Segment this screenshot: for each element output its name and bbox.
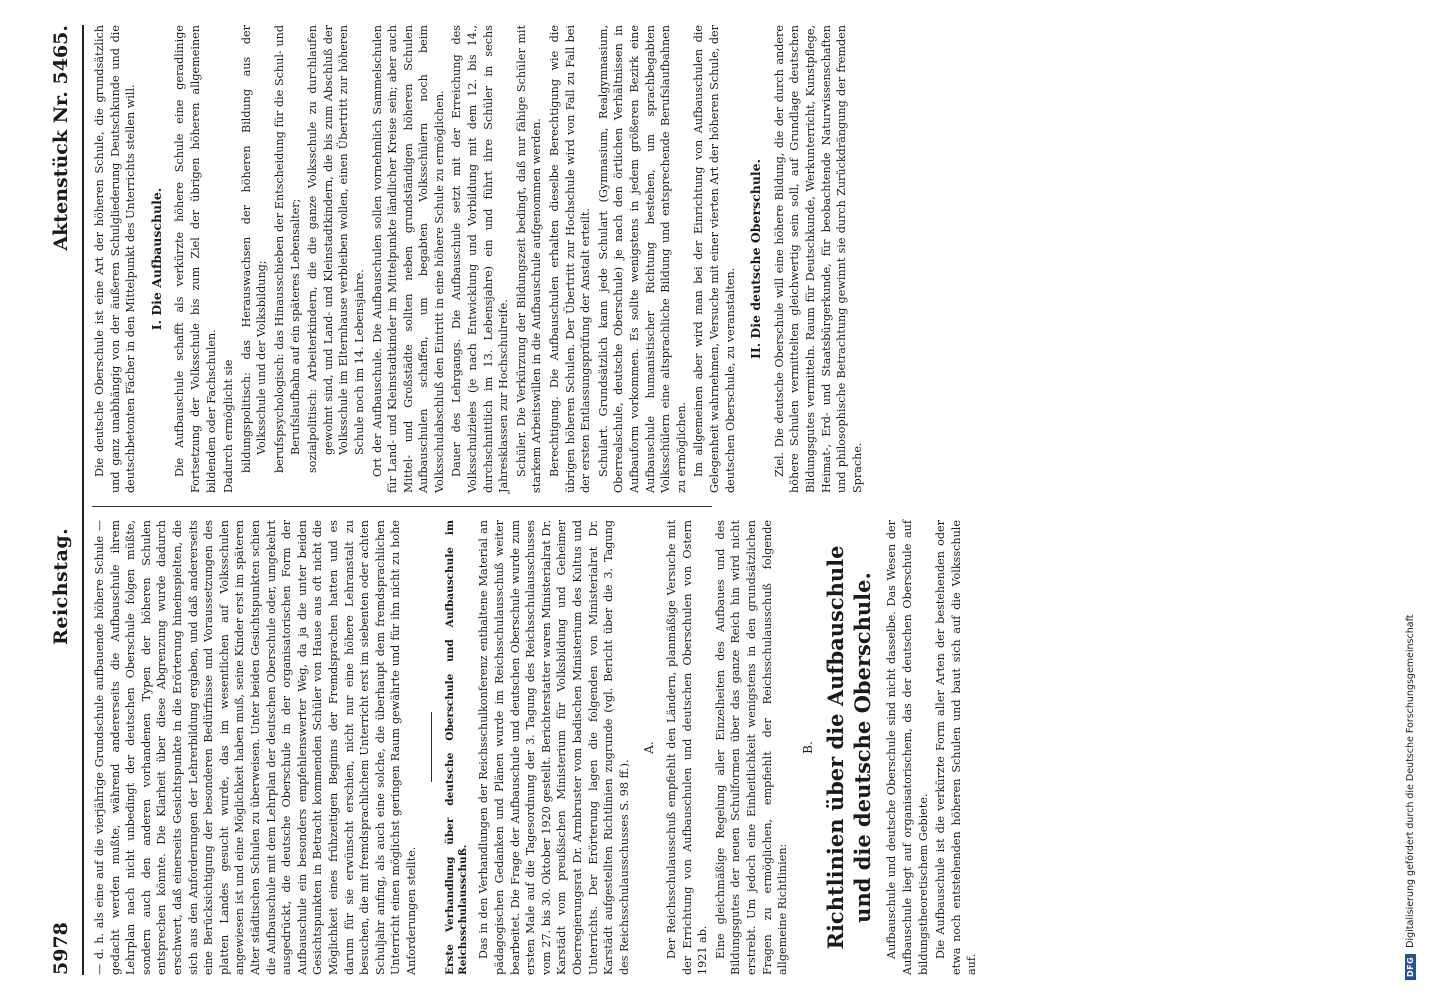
negotiation-subheading: Erste Verhandlung über deutsche Oberschule und Aufbauschule im Reichsschulausschuß. — [444, 520, 470, 975]
general-paragraph: Im allgemeinen aber wird man bei der Einrichtung von Aufbauschulen die Gelegenheit wahrnehmen, Versuche mit einer vierten Art der höheren Schule, der deutschen Oberschule, zu veranstalten. — [692, 25, 737, 493]
place-paragraph: Ort der Aufbauschule. Die Aufbauschulen sollen vornehmlich Sammelschulen für Land- und Kleinstadtkinder im Mittelpunkte ländlicher Kreise sein; aber auch Mittel- und Großstädte sollten neben grundständigen höheren Schulen Aufbauschulen schaffen, um begabten Volksschülern noch beim Volksschulabschluß den Eintritt in eine höhere Schule zu ermöglichen. — [370, 25, 446, 493]
rotated-document-page — [40, 25, 1430, 975]
students-paragraph: Schüler. Die Verkürzung der Bildungszeit bedingt, daß nur fähige Schüler mit starkem Arbeitswillen in die Aufbauschule aufgenommen werden. — [514, 25, 544, 493]
section-divider — [431, 713, 432, 783]
left-intro-paragraph: — d. h. als eine auf die vierjährige Grundschule aufbauende höhere Schule — gedacht werden mußte, während andererseits die Aufbauschule ihrem Lehrplan nach nicht unbedingt der deutschen Oberschule folgen müßte, sondern auch den anderen vorhandenen Typen der höheren Schulen entsprechen könnte. Die Klarheit über diese Abgrenzung wurde dadurch erschwert, daß einerseits Gesichtspunkte in die Erörterung hineinspielten, die sich aus den Anforderungen der Lehrerbildung ergaben, und daß andererseits eine Berücksichtigung der besonderen Bedürfnisse und Voraussetzungen des platten Landes gesucht wurde, das im wesentlichen auf Volksschulen angewiesen ist und eine Möglichkeit haben muß, seine Kinder erst im späteren Alter städtischen Schulen zu überweisen. Unter beiden Gesichtspunkten schien die Aufbauschule mit dem Lehrplan der deutschen Oberschule oder, umgekehrt ausgedrückt, die deutsche Oberschule in der organisatorischen Form der Aufbauschule ein besonders empfehlenswerter Weg, da ja die unter beiden Gesichtspunkten in Betracht kommenden Schüler von Hause aus oft nicht die Möglichkeit eines frühzeitigen Beginns der Fremdsprachen hatten und es darum für sie erwünscht erschien, nicht nur eine höhere Lehranstalt zu besuchen, die mit fremdsprachlichem Unterricht erst im siebenten oder achten Schuljahr anfing, als auch eine solche, die überhaupt dem fremdsprachlichen Unterricht einen möglichst geringen Raum gewährte und für ihn nicht zu hohe Anforderungen stellte. — [93, 520, 418, 975]
section-letter-b: B. — [800, 741, 815, 754]
credit-text: Digitalisierung gefördert durch die Deutsche Forschungsgemeinschaft — [1404, 614, 1416, 948]
negotiation-paragraph: Das in den Verhandlungen der Reichsschulkonferenz enthaltene Material an pädagogischen Gedanken und Plänen wurde im Reichsschulausschuß weiter bearbeitet. Die Frage der Aufbauschule und deutschen Oberschule wurde zum ersten Male auf die Tagesordnung der 3. Tagung des Reichsschulausschusses vom 27. bis 30. Oktober 1920 gestellt. Berichterstatter waren Ministerialrat Dr. Karstädt vom preußischen Ministerium für Volksbildung und Geheimer Oberregierungsrat Dr. Armbruster vom badischen Ministerium des Kultus und Unterrichts. Der Erörterung lagen die folgenden von Ministerialrat Dr. Karstädt aufgestellten Richtlinien zugrunde (vgl. Bericht über die 3. Tagung des Reichsschulausschusses S. 98 ff.). — [477, 520, 631, 975]
section-one-heading: I. Die Aufbauschule. — [148, 187, 164, 331]
enables-label: Dadurch ermöglicht sie — [222, 359, 236, 493]
b-paragraph-2: Die Aufbauschule ist die verkürzte Form aller Arten der bestehenden oder etwa noch entstehenden höheren Schulen und baut sich auf die Volksschule auf. — [934, 520, 979, 975]
page-number: 5978 — [50, 922, 72, 975]
page-header — [40, 25, 84, 975]
a-paragraph-2: Eine gleichmäßige Regelung aller Einzelheiten des Aufbaues und des Bildungsgutes der neuen Schulformen über das ganze Reich hin wird nicht erstrebt. Um jedoch eine Einheitlichkeit wenigstens in den grundsätzlichen Fragen zu ermöglichen, empfiehlt der Reichsschulausschuß folgende allgemeine Richtlinien: — [713, 520, 790, 975]
left-column — [92, 520, 982, 975]
list-item: bildungspolitisch: das Herauswachsen der höheren Bildung aus der Volksschule und der Volksbildung; — [239, 25, 269, 473]
right-intro-paragraph: Die deutsche Oberschule ist eine Art der höheren Schule, die grundsätzlich und ganz unabhängig von der äußeren Schulgliederung Deutschkunde und die deutschbetonten Fächer in den Mittelpunkt des Unterrichts stellen will. — [93, 25, 138, 493]
section-letter-a: A. — [642, 741, 657, 754]
eligibility-paragraph: Berechtigung. Die Aufbauschulen erhalten dieselbe Berechtigung wie die übrigen höheren Schulen. Der Übertritt zur Hochschule wird von Fall zu Fall bei der ersten Entlassungsprüfung der Anstalt erteilt. — [548, 25, 593, 493]
enables-list — [239, 25, 368, 473]
section-two-heading: II. Die deutsche Oberschule. — [748, 159, 764, 359]
list-item: berufspsychologisch: das Hinausschieben der Entscheidung für die Schul- und Berufslaufbahn auf ein späteres Lebensalter; — [272, 25, 302, 473]
section-one-paragraph: Die Aufbauschule schafft als verkürzte höhere Schule eine geradlinige Fortsetzung der Volksschule bis zum Ziel der übrigen höheren allgemeinen bildenden oder Fachschulen. — [173, 25, 218, 493]
a-paragraph-1: Der Reichsschulausschuß empfiehlt den Ländern, planmäßige Versuche mit der Errichtung von Aufbauschulen und deutschen Oberschulen von Ostern 1921 ab. — [665, 520, 710, 975]
column-divider — [92, 506, 712, 507]
header-document-number: Aktenstück Nr. 5465. — [50, 25, 72, 251]
header-publication: Reichstag. — [50, 527, 72, 645]
dfg-logo: DFG — [1405, 954, 1416, 980]
goal-paragraph: Ziel. Die deutsche Oberschule will eine höhere Bildung, die der durch andere höhere Schulen vermittelten gleichwertig sein soll, auf Grundlage deutschen Bildungsgutes vermitteln. Raum für Deutschkunde, Werkunterricht, Kunstpflege, Heimat-, Erd- und Staatsbürgerkunde, für beobachtende Naturwissenschaften und philosophische Betrachtung gewinnt sie durch Zurückdrängung der fremden Sprache. — [772, 25, 864, 493]
duration-paragraph: Dauer des Lehrgangs. Die Aufbauschule setzt mit der Erreichung des Volksschulzieles (je nach Entwicklung und Vorbildung mit dem 12. bis 14., durchschnittlich im 13. Lebensjahre) ein und führt ihre Schüler in sechs Jahresklassen zur Hochschulreife. — [450, 25, 511, 493]
list-item: sozialpolitisch: Arbeiterkindern, die die ganze Volksschule zu durchlaufen gewohnt sind, und Land- und Kleinstadtkindern, die bis zum Abschluß der Volksschule im Elternhause verbleiben wollen, einen Übertritt zur höheren Schule noch im 14. Lebensjahre. — [306, 25, 366, 473]
right-column — [92, 25, 867, 493]
digitization-credit — [1401, 5, 1419, 980]
guidelines-heading: Richtlinien über die Aufbauschule und die deutsche Oberschule. — [823, 545, 876, 950]
b-paragraph-1: Aufbauschule und deutsche Oberschule sind nicht dasselbe. Das Wesen der Aufbauschule liegt auf organisatorischem, das der deutschen Oberschule auf bildungstheoretischem Gebiete. — [885, 520, 930, 975]
schooltype-paragraph: Schulart. Grundsätzlich kann jede Schulart (Gymnasium, Realgymnasium, Oberrealschule, deutsche Oberschule) je nach den örtlichen Verhältnissen in Aufbauform vorkommen. Es sollte wenigstens in jedem größeren Bezirk eine Aufbauschule humanistischer Richtung bestehen, um sprachbegabten Volksschülern eine altsprachliche Bildung und entsprechende Berufslaufbahnen zu ermöglichen. — [596, 25, 688, 493]
